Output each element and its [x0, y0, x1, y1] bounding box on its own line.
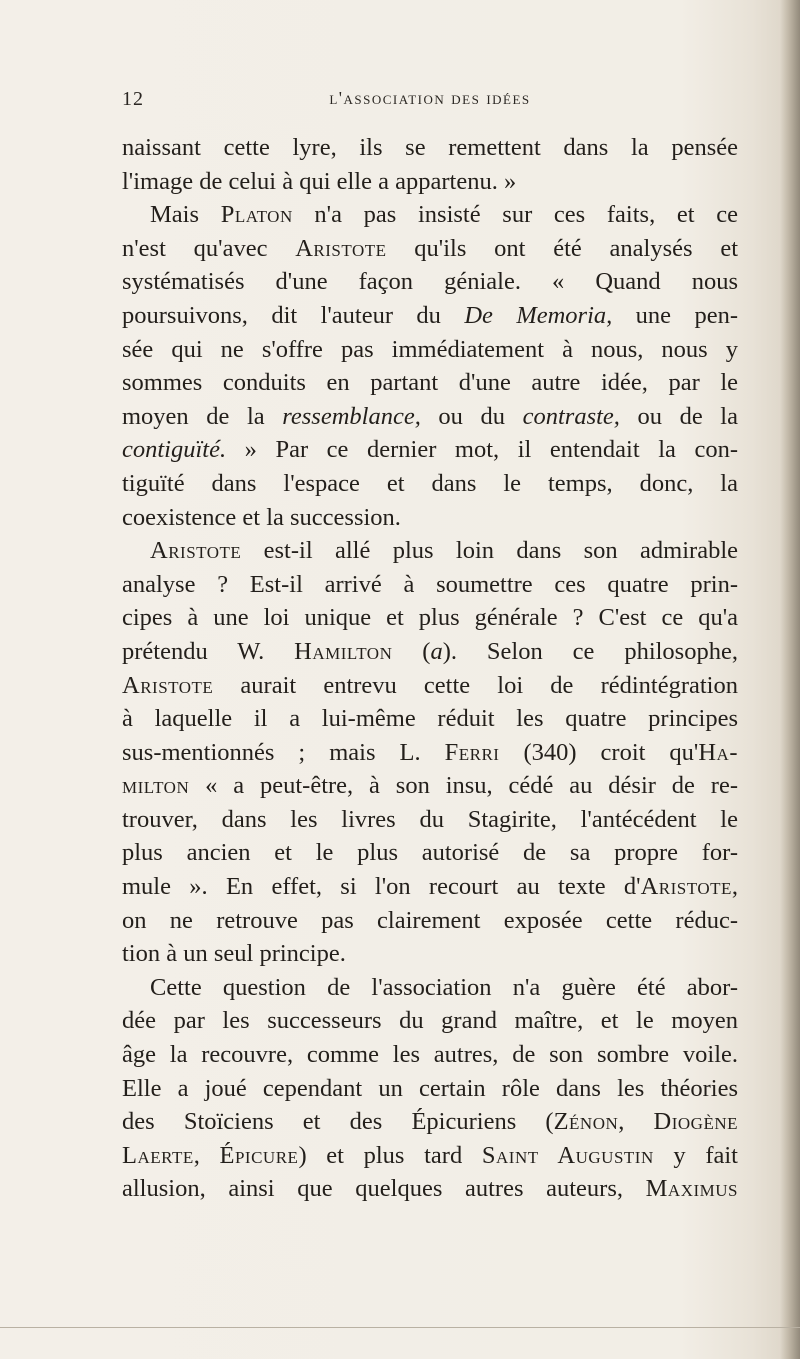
text-line [122, 1004, 738, 1038]
page-edge-shadow [780, 0, 800, 1359]
page-header [122, 88, 738, 118]
text-run: prétendu W. [122, 637, 295, 665]
text-run: moyen de la [122, 402, 283, 430]
text-line [122, 803, 738, 837]
page-number: 12 [122, 88, 144, 110]
text-run: n'a pas insisté sur ces faits, et ce [292, 201, 738, 229]
text-run: coexistence et la succession. [122, 503, 401, 531]
text-run: aurait entrevu cette loi de rédintégration [213, 671, 738, 699]
text-run: systématisés d'une façon géniale. « Quand nous [122, 268, 738, 296]
text-line [122, 736, 738, 770]
text-line [122, 836, 738, 870]
italic-text: contiguïté. [122, 436, 227, 464]
text-line [122, 501, 738, 535]
small-caps-name: Hamilton [294, 637, 393, 665]
text-run: poursuivons, dit l'auteur du [122, 301, 465, 329]
text-run: n'est qu'avec [122, 234, 296, 262]
text-run: allusion, ainsi que quelques autres auteurs, [122, 1175, 646, 1203]
small-caps-name: Diogène [653, 1108, 739, 1136]
text-run: » Par ce dernier mot, il entendait la con- [226, 436, 738, 464]
text-line [122, 669, 738, 703]
text-line [122, 635, 738, 669]
text-run: Mais [150, 201, 221, 229]
small-caps-name: Aristote [150, 537, 242, 565]
text-run: analyse ? Est-il arrivé à soumettre ces quatre prin- [122, 570, 738, 598]
small-caps-name: Ha- [698, 738, 738, 766]
text-line [122, 601, 738, 635]
text-run: sommes conduits en partant d'une autre idée, par le [122, 369, 738, 397]
italic-text: contraste, [522, 402, 620, 430]
text-line [122, 333, 738, 367]
text-line [122, 1105, 738, 1139]
body-text [122, 131, 738, 1206]
text-run: ou de la [619, 402, 738, 430]
text-run: (340) croit qu' [499, 738, 699, 766]
text-run: Cette question de l'association n'a guère été abor- [150, 973, 738, 1001]
text-run: plus ancien et le plus autorisé de sa propre for- [122, 839, 738, 867]
small-caps-name: Zénon [553, 1108, 619, 1136]
small-caps-name: Ferri [444, 738, 500, 766]
text-run: trouver, dans les livres du Stagirite, l'antécédent le [122, 805, 738, 833]
text-line [122, 568, 738, 602]
text-run: est-il allé plus loin dans son admirable [241, 537, 738, 565]
text-run: sus-mentionnés ; mais L. [122, 738, 445, 766]
text-line [122, 165, 738, 199]
text-run: tiguïté dans l'espace et dans le temps, donc, la [122, 469, 738, 497]
text-line [122, 198, 738, 232]
small-caps-name: Saint Augustin [481, 1141, 654, 1169]
text-run: , [618, 1108, 654, 1136]
text-line [122, 366, 738, 400]
text-run: à laquelle il a lui-même réduit les quatre principes [122, 705, 738, 733]
text-run: ( [392, 637, 431, 665]
small-caps-name: Aristote [295, 234, 387, 262]
text-line [122, 467, 738, 501]
text-run: ). Selon ce philosophe, [442, 637, 738, 665]
bottom-scan-rule [0, 1327, 800, 1328]
text-run: cipes à une loi unique et plus générale ? C'est ce qu'a [122, 604, 738, 632]
text-run: Elle a joué cependant un certain rôle dans les théories [122, 1074, 738, 1102]
text-run: , [193, 1141, 220, 1169]
text-run: l'image de celui à qui elle a appartenu. » [122, 167, 517, 195]
small-caps-name: Aristote [122, 671, 214, 699]
running-head: l'association des idées [329, 88, 531, 108]
italic-text: ressemblance, [282, 402, 421, 430]
text-line [122, 870, 738, 904]
text-line [122, 1038, 738, 1072]
text-line [122, 904, 738, 938]
italic-text: De Memoria, [464, 301, 613, 329]
text-line [122, 769, 738, 803]
text-run: « a peut-être, à son insu, cédé au désir de re- [189, 772, 738, 800]
text-line [122, 131, 738, 165]
text-run: naissant cette lyre, ils se remettent dans la pensée [122, 134, 738, 161]
small-caps-name: Aristote [640, 873, 732, 901]
text-line [122, 299, 738, 333]
small-caps-name: Épicure [219, 1141, 299, 1169]
italic-text: a [430, 637, 443, 665]
text-run: des Stoïciens et des Épicuriens ( [122, 1108, 554, 1136]
text-line [122, 433, 738, 467]
text-line [122, 1139, 738, 1173]
small-caps-name: Laerte [122, 1141, 194, 1169]
text-run: y fait [653, 1141, 738, 1169]
small-caps-name: milton [122, 772, 190, 800]
text-line [122, 534, 738, 568]
text-run: sée qui ne s'offre pas immédiatement à nous, nous y [122, 335, 738, 363]
text-line [122, 971, 738, 1005]
text-run: qu'ils ont été analysés et [386, 234, 739, 262]
text-run: , [731, 873, 738, 901]
text-run: mule ». En effet, si l'on recourt au texte d' [122, 873, 641, 901]
text-line [122, 232, 738, 266]
small-caps-name: Platon [220, 201, 293, 229]
text-run: dée par les successeurs du grand maître, et le moyen [122, 1007, 738, 1035]
text-line [122, 1072, 738, 1106]
text-run: ou du [420, 402, 523, 430]
small-caps-name: Maximus [645, 1175, 738, 1203]
text-run: une pen- [612, 301, 738, 329]
text-run: on ne retrouve pas clairement exposée cette réduc- [122, 906, 738, 934]
text-line [122, 937, 738, 971]
text-line [122, 265, 738, 299]
text-run: âge la recouvre, comme les autres, de son sombre voile. [122, 1041, 738, 1069]
text-line [122, 400, 738, 434]
text-line [122, 1172, 738, 1206]
text-line [122, 702, 738, 736]
text-run: tion à un seul principe. [122, 940, 346, 968]
text-run: ) et plus tard [298, 1141, 482, 1169]
